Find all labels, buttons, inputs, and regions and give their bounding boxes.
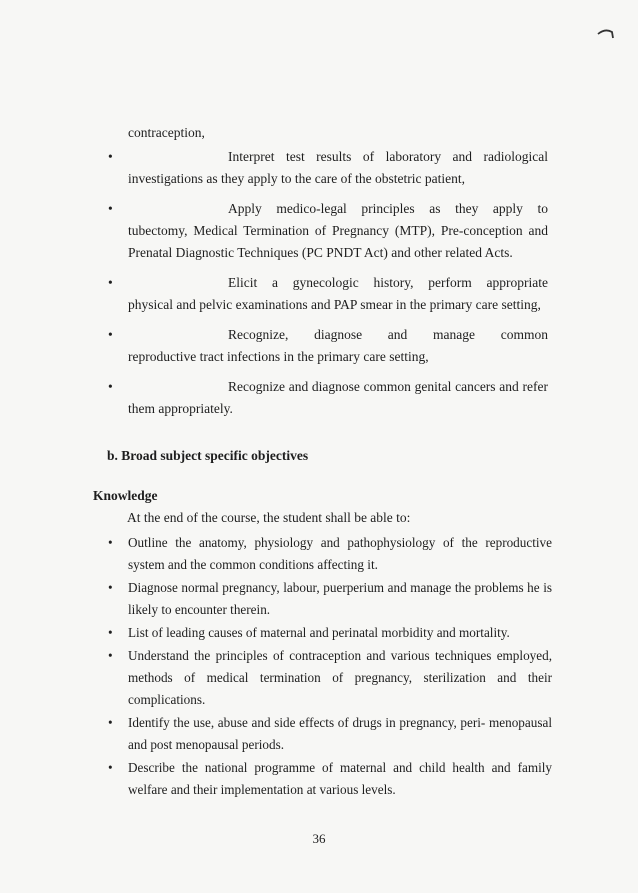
corner-mark-icon	[596, 26, 616, 42]
bullet-icon: •	[108, 580, 113, 595]
item-text: investigations as they apply to the care of the obstetric patient,	[128, 171, 466, 186]
list-item	[108, 272, 548, 316]
bullet-icon: •	[108, 327, 113, 342]
bullet-icon: •	[108, 149, 113, 164]
bullet-icon: •	[108, 715, 113, 730]
item-text: Diagnose normal pregnancy, labour, puerperium and manage the problems he is likely to encounter therein.	[128, 580, 552, 617]
list-item	[108, 645, 552, 711]
knowledge-intro: At the end of the course, the student shall be able to:	[127, 510, 411, 525]
knowledge-list	[108, 532, 552, 802]
item-first-line: Apply medico-legal principles as they apply to	[228, 201, 548, 216]
bullet-icon: •	[108, 760, 113, 775]
item-text: them appropriately.	[128, 401, 233, 416]
item-text: Outline the anatomy, physiology and pathophysiology of the reproductive system and the common conditions affecting it.	[128, 535, 552, 572]
section-heading: b. Broad subject specific objectives	[107, 448, 309, 463]
item-text: reproductive tract infections in the primary care setting,	[128, 349, 429, 364]
bullet-icon: •	[108, 535, 113, 550]
bullet-icon: •	[108, 379, 113, 394]
item-text: Understand the principles of contraception and various techniques employed, methods of medical termination of pregnancy, sterilization and their complications.	[128, 648, 552, 707]
list-item	[108, 376, 548, 420]
list-item	[108, 532, 552, 576]
bullet-icon: •	[108, 625, 113, 640]
bullet-icon: •	[108, 201, 113, 216]
bullet-icon: •	[108, 648, 113, 663]
item-text: Identify the use, abuse and side effects of drugs in pregnancy, peri- menopausal and post menopausal periods.	[128, 715, 552, 752]
knowledge-heading: Knowledge	[93, 488, 158, 503]
list-item	[108, 712, 552, 756]
list-item	[108, 757, 552, 801]
list-item	[108, 324, 548, 368]
item-first-line: Elicit a gynecologic history, perform appropriate	[228, 275, 548, 290]
item-first-line: Recognize, diagnose and manage common	[228, 327, 548, 342]
item-text: List of leading causes of maternal and perinatal morbidity and mortality.	[128, 625, 510, 640]
page-number: 36	[312, 831, 326, 846]
item-text: tubectomy, Medical Termination of Pregnancy (MTP), Pre-conception and Prenatal Diagnostic Techniques (PC PNDT Act) and other related Acts.	[128, 223, 548, 260]
item-first-line: Interpret test results of laboratory and radiological	[228, 149, 548, 164]
list-item	[108, 622, 552, 644]
item-first-line: Recognize and diagnose common genital cancers and refer	[228, 379, 548, 394]
bullet-icon: •	[108, 275, 113, 290]
list-item	[108, 198, 548, 264]
clinical-skills-list	[108, 146, 548, 428]
list-item	[108, 577, 552, 621]
item-text: Describe the national programme of maternal and child health and family welfare and their implementation at various levels.	[128, 760, 552, 797]
list-item	[108, 146, 548, 190]
item-text: physical and pelvic examinations and PAP smear in the primary care setting,	[128, 297, 541, 312]
continuation-text: contraception,	[128, 125, 205, 140]
